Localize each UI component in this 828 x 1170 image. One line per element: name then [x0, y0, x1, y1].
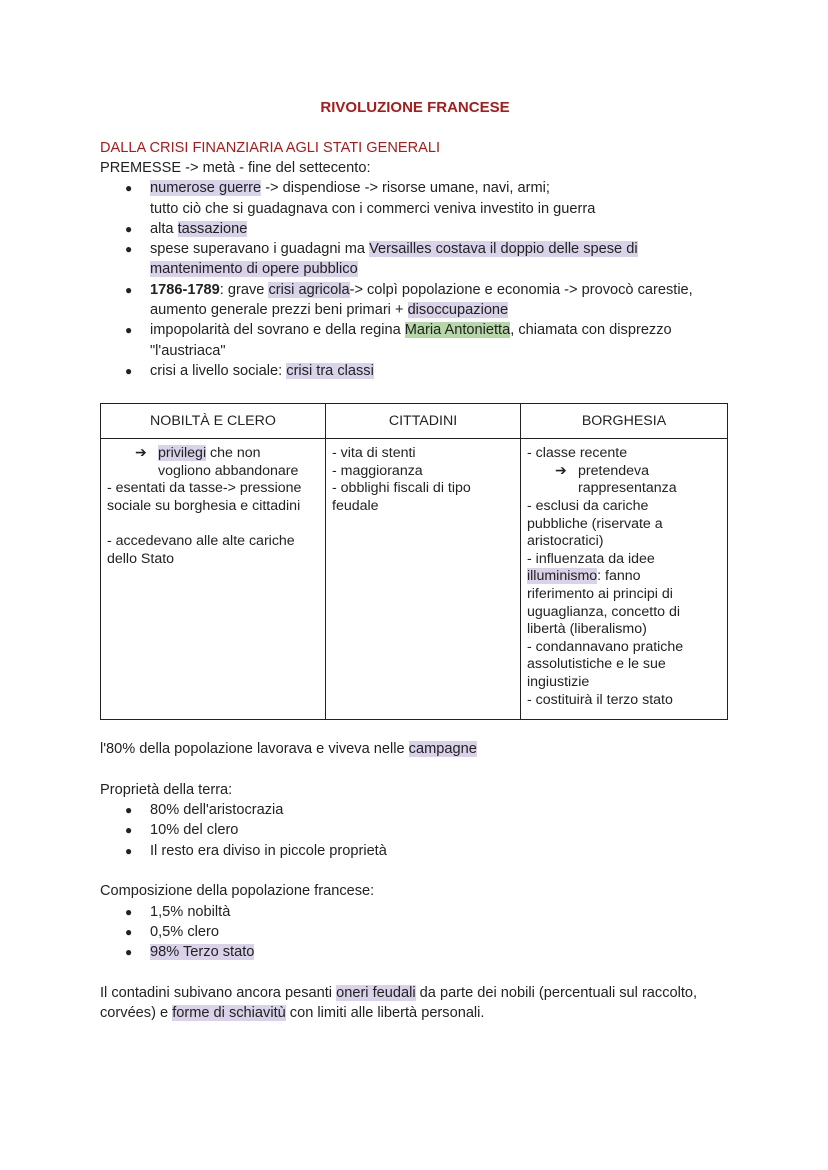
text-line — [527, 621, 721, 639]
arrow-item — [107, 445, 319, 480]
list-item — [100, 841, 730, 861]
text-segment: riferimento ai principi di — [527, 586, 673, 603]
text-segment: - maggioranza — [332, 462, 423, 479]
highlighted-text: numerose guerre — [150, 180, 262, 197]
table-header: BORGHESIA — [521, 404, 728, 439]
text-line — [107, 533, 319, 551]
arrow-right-icon: ➔ — [555, 462, 567, 479]
text-line — [107, 516, 319, 534]
text-line — [107, 498, 319, 516]
text-segment: corvées) e — [100, 1005, 173, 1022]
text-line — [332, 463, 514, 481]
list-item — [100, 219, 730, 239]
text-line — [527, 516, 721, 534]
table-header: CITTADINI — [326, 404, 521, 439]
text-segment: libertà (liberalismo) — [527, 621, 647, 638]
list-item — [100, 239, 730, 280]
paragraph-campagne — [100, 739, 730, 759]
list-item — [100, 820, 730, 840]
text-line — [150, 239, 730, 259]
text-segment: aristocratici) — [527, 533, 604, 550]
text-segment: che non — [206, 445, 261, 462]
text-segment: uguaglianza, concetto di — [527, 603, 681, 620]
text-line — [527, 568, 721, 586]
text-segment: spese superavano i guadagni ma — [150, 241, 370, 258]
text-segment: sociale su borghesia e cittadini — [107, 498, 301, 515]
text-segment: - esclusi da cariche — [527, 498, 649, 515]
text-segment: - obblighi fiscali di tipo — [332, 480, 471, 497]
text-segment: - costituirà il terzo stato — [527, 691, 673, 708]
highlighted-text: tassazione — [177, 220, 248, 237]
text-line — [527, 656, 721, 674]
bullet-icon: ● — [125, 242, 133, 257]
text-line — [158, 463, 319, 481]
text-line — [150, 922, 730, 942]
text-segment: 1786-1789 — [150, 281, 220, 298]
text-segment: - condannavano pratiche — [527, 638, 684, 655]
text-segment: - influenzata da idee — [527, 550, 655, 567]
table-header: NOBILTÀ E CLERO — [101, 404, 326, 439]
cell-block — [527, 445, 721, 463]
text-line — [100, 1003, 730, 1023]
list-item — [100, 178, 730, 219]
text-segment: : grave — [219, 281, 269, 298]
text-segment: "l'austriaca" — [150, 342, 226, 359]
composizione-title: Composizione della popolazione francese: — [100, 883, 375, 900]
bullet-icon: ● — [125, 945, 133, 960]
text-line — [150, 300, 730, 320]
text-segment: - classe recente — [527, 445, 628, 462]
highlighted-text: illuminismo — [527, 568, 598, 585]
text-segment: assolutistiche e le sue — [527, 656, 666, 673]
text-line — [578, 480, 721, 498]
text-segment: l'80% della popolazione lavorava e viveva nelle — [100, 741, 409, 758]
bullet-icon: ● — [125, 823, 133, 838]
arrow-right-icon: ➔ — [135, 445, 147, 462]
text-line — [150, 259, 730, 279]
highlighted-text: Maria Antonietta — [404, 322, 511, 339]
text-segment: 80% dell'aristocrazia — [150, 802, 284, 819]
text-line — [150, 219, 730, 239]
text-line — [150, 361, 730, 381]
text-line — [150, 942, 730, 962]
bullet-icon: ● — [125, 282, 133, 297]
text-segment: pretendeva — [578, 462, 649, 479]
text-line — [527, 551, 721, 569]
bullet-icon: ● — [125, 221, 133, 236]
text-segment: crisi a livello sociale: — [150, 362, 287, 379]
text-segment: - accedevano alle alte cariche — [107, 533, 295, 550]
proprieta-title: Proprietà della terra: — [100, 781, 233, 798]
table-cell-nobilta — [101, 439, 326, 720]
premesse-line: PREMESSE -> metà - fine del settecento: — [100, 160, 371, 176]
list-item — [100, 361, 730, 381]
list-item — [100, 902, 730, 922]
text-line — [100, 739, 730, 759]
arrow-item — [527, 463, 721, 498]
text-segment: -> colpì popolazione e economia -> provocò carestie, — [349, 281, 693, 298]
classes-table — [100, 403, 728, 720]
document-page — [100, 98, 730, 1023]
section-heading: DALLA CRISI FINANZIARIA AGLI STATI GENERALI — [100, 140, 441, 156]
text-line — [150, 341, 730, 361]
text-segment: alta — [150, 220, 178, 237]
text-line — [527, 533, 721, 551]
text-line — [527, 498, 721, 516]
text-line — [527, 692, 721, 710]
bullet-icon: ● — [125, 803, 133, 818]
table-cell-cittadini — [326, 439, 521, 720]
list-item — [100, 280, 730, 321]
text-line — [150, 280, 730, 300]
cell-block — [332, 445, 514, 515]
paragraph-contadini — [100, 983, 730, 1024]
text-segment: ingiustizie — [527, 673, 590, 690]
text-line — [150, 178, 730, 198]
list-item — [100, 922, 730, 942]
bullet-icon: ● — [125, 181, 133, 196]
bullet-icon: ● — [125, 904, 133, 919]
premesse-list — [100, 178, 730, 381]
document-title: RIVOLUZIONE FRANCESE — [320, 99, 510, 116]
list-item — [100, 942, 730, 962]
highlighted-text: campagne — [408, 741, 477, 758]
text-segment: impopolarità del sovrano e della regina — [150, 322, 405, 339]
cell-block — [107, 480, 319, 568]
text-line — [100, 983, 730, 1003]
bullet-icon: ● — [125, 924, 133, 939]
text-line — [158, 445, 319, 463]
text-line — [332, 480, 514, 498]
bullet-icon: ● — [125, 843, 133, 858]
text-line — [150, 820, 730, 840]
table-row — [101, 439, 728, 720]
text-line — [150, 841, 730, 861]
bullet-icon: ● — [125, 363, 133, 378]
text-line — [107, 480, 319, 498]
text-segment: : fanno — [597, 568, 641, 585]
text-segment: pubbliche (riservate a — [527, 515, 663, 532]
text-segment: vogliono abbandonare — [158, 462, 299, 479]
highlighted-text: crisi tra classi — [286, 362, 374, 379]
highlighted-text: crisi agricola — [268, 281, 350, 298]
bullet-icon: ● — [125, 323, 133, 338]
table-cell-borghesia — [521, 439, 728, 720]
text-segment: Il resto era diviso in piccole proprietà — [150, 842, 387, 859]
text-segment: feudale — [332, 498, 379, 515]
text-segment: 10% del clero — [150, 822, 239, 839]
text-segment: , chiamata con disprezzo — [510, 322, 672, 339]
text-line — [332, 498, 514, 516]
text-line — [150, 199, 730, 219]
table-header-row — [101, 404, 728, 439]
highlighted-text: forme di schiavitù — [172, 1005, 286, 1022]
text-line — [332, 445, 514, 463]
highlighted-text: Versailles costava il doppio delle spese di — [369, 241, 638, 258]
text-segment: 0,5% clero — [150, 923, 219, 940]
highlighted-text: 98% Terzo stato — [150, 944, 255, 961]
text-line — [150, 320, 730, 340]
text-segment: Il contadini subivano ancora pesanti — [100, 984, 337, 1001]
text-segment: da parte dei nobili (percentuali sul raccolto, — [415, 984, 698, 1001]
text-line — [527, 445, 721, 463]
text-segment: aumento generale prezzi beni primari + — [150, 302, 408, 319]
highlighted-text: disoccupazione — [407, 302, 509, 319]
text-line — [527, 674, 721, 692]
text-segment: con limiti alle libertà personali. — [285, 1005, 485, 1022]
text-segment: - esentati da tasse-> pressione — [107, 480, 302, 497]
text-line — [107, 551, 319, 569]
highlighted-text: oneri feudali — [336, 984, 416, 1001]
text-line — [527, 639, 721, 657]
text-line — [527, 604, 721, 622]
text-segment: tutto ciò che si guadagnava con i commerci veniva investito in guerra — [150, 200, 596, 217]
text-segment: -> dispendiose -> risorse umane, navi, armi; — [261, 180, 550, 197]
list-item — [100, 320, 730, 361]
text-line — [578, 463, 721, 481]
text-line — [150, 902, 730, 922]
highlighted-text: privilegi — [158, 445, 207, 462]
proprieta-list — [100, 800, 730, 861]
text-segment: rappresentanza — [578, 480, 677, 497]
composizione-list — [100, 902, 730, 963]
cell-block — [527, 498, 721, 709]
text-segment: 1,5% nobiltà — [150, 903, 231, 920]
text-segment: - vita di stenti — [332, 445, 416, 462]
text-segment: dello Stato — [107, 550, 175, 567]
text-line — [527, 586, 721, 604]
list-item — [100, 800, 730, 820]
text-line — [150, 800, 730, 820]
highlighted-text: mantenimento di opere pubblico — [150, 261, 358, 278]
